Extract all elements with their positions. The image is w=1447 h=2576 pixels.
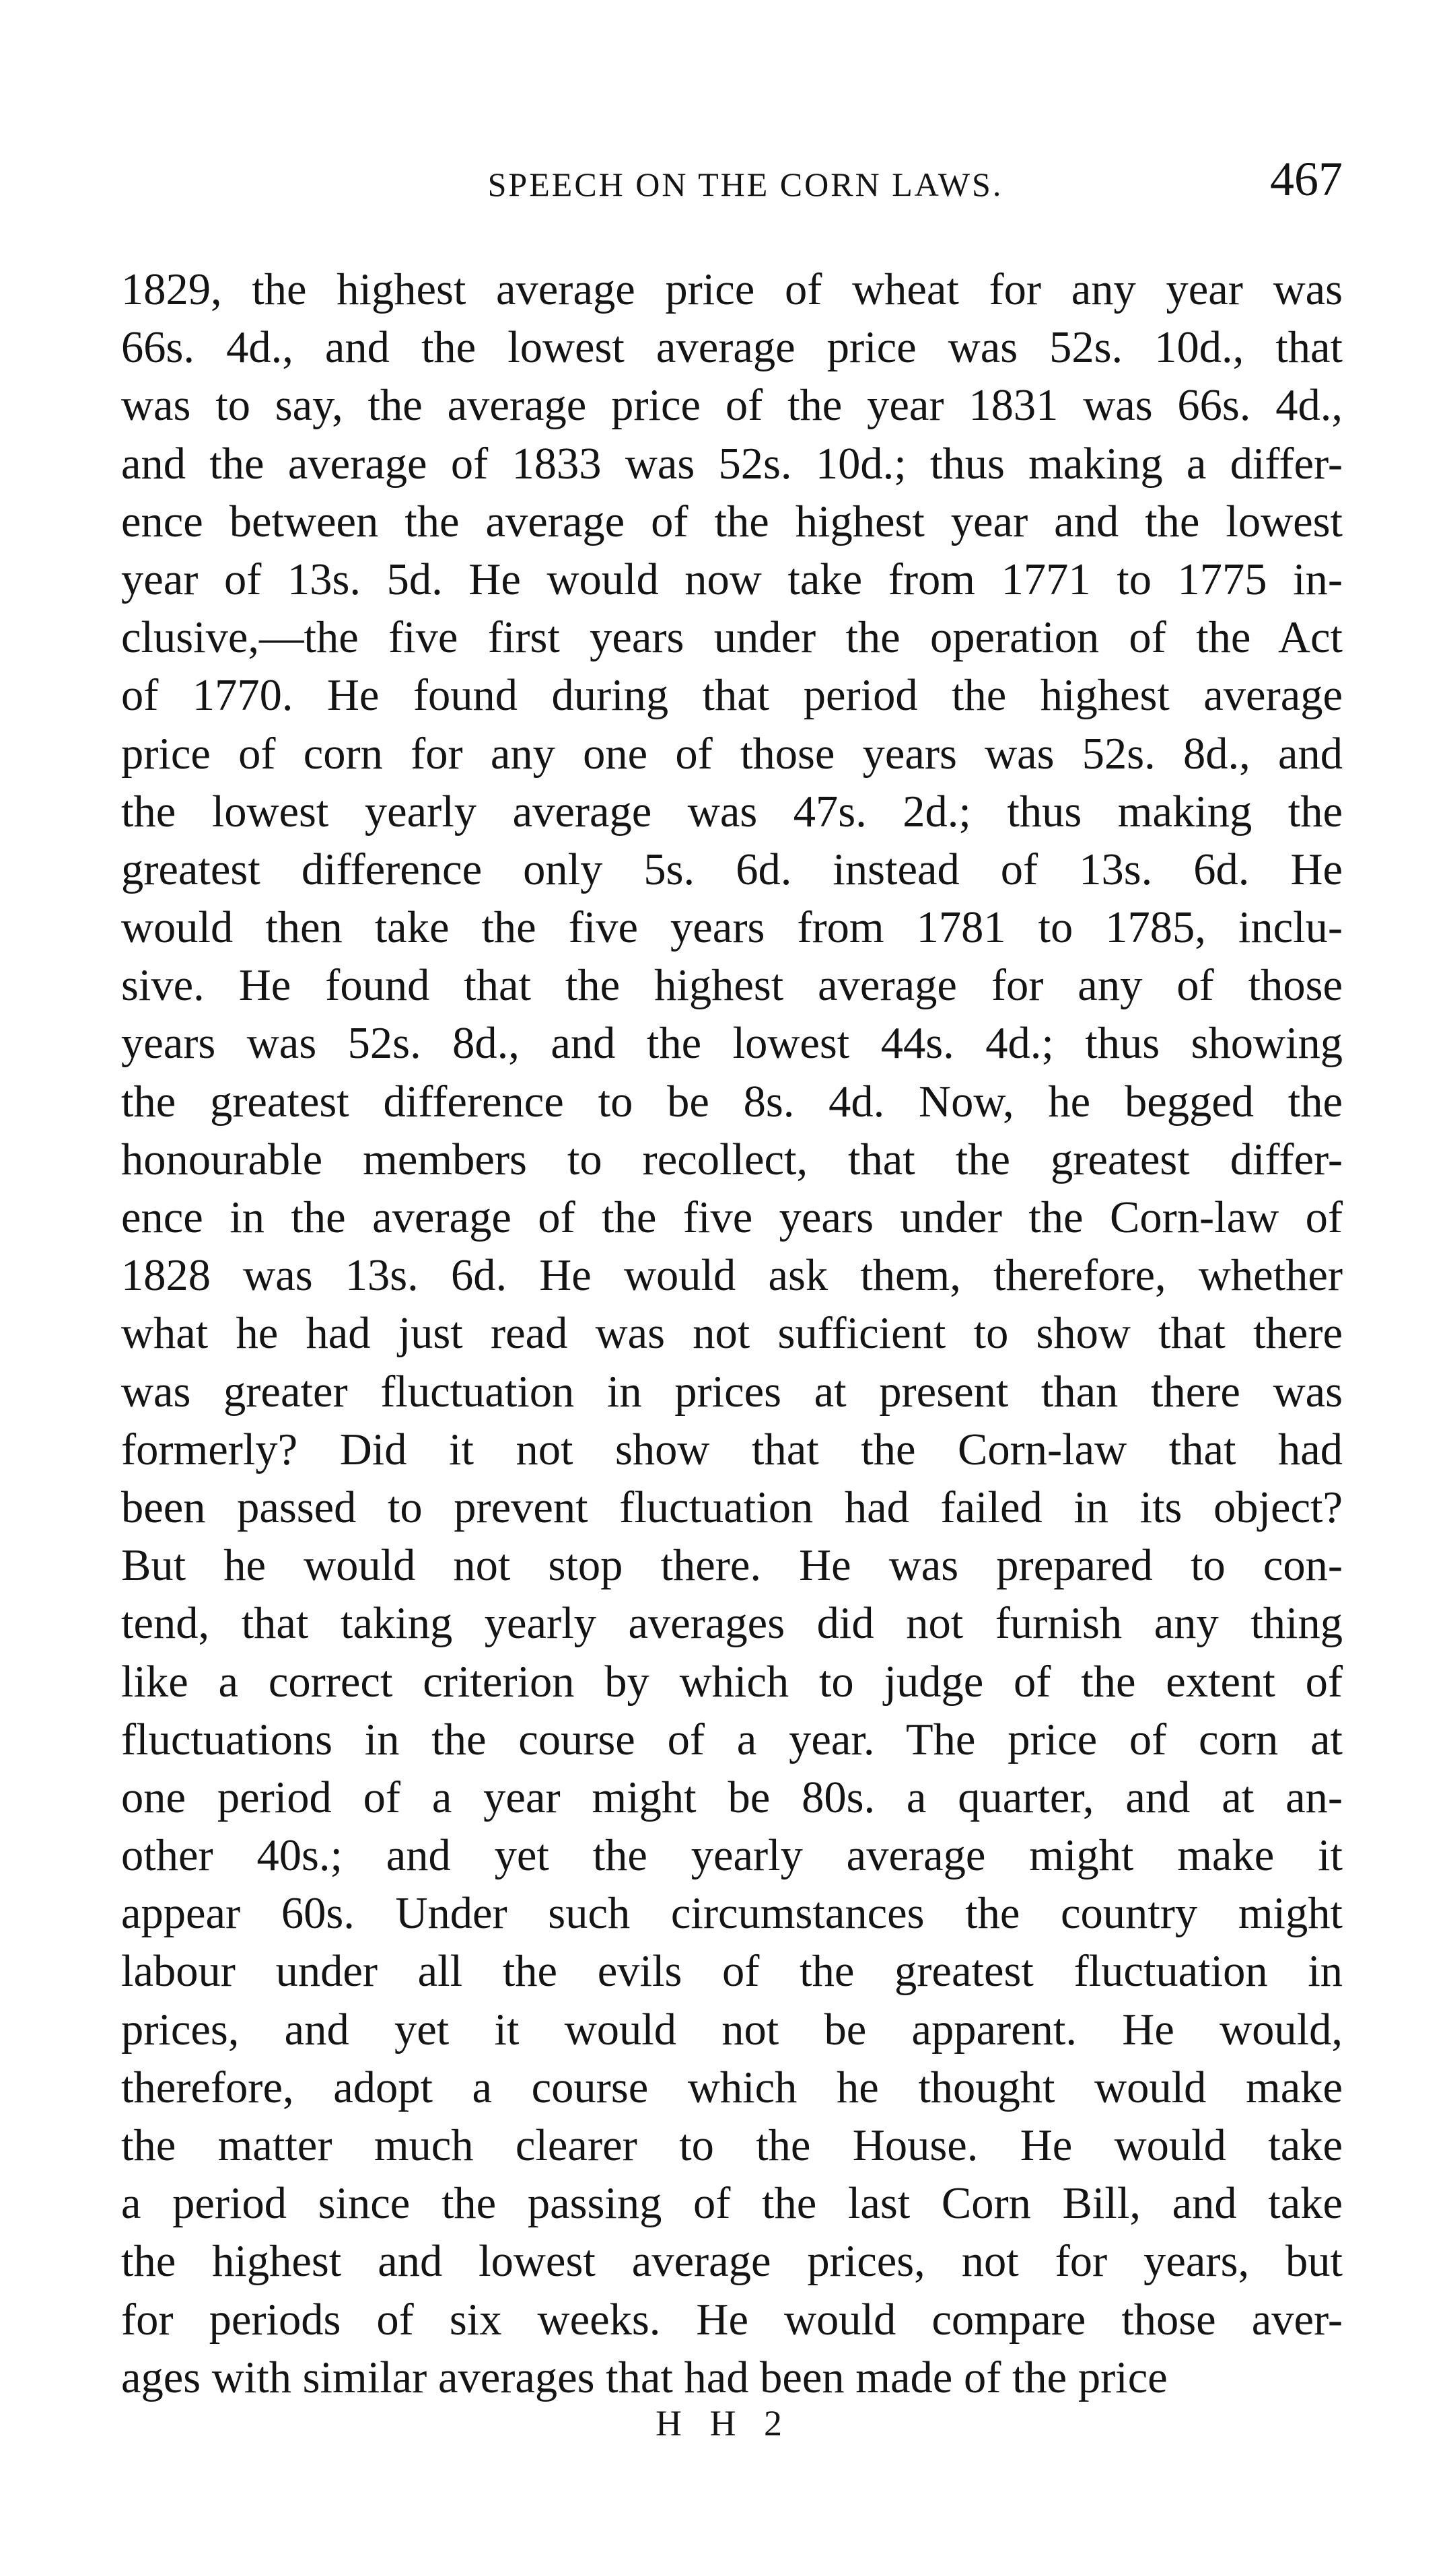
text-line: one period of a year might be 80s. a quarter, and at an- bbox=[121, 1773, 1343, 1822]
text-line: ages with similar averages that had been made of the price bbox=[121, 2353, 1168, 2402]
text-line: for periods of six weeks. He would compare those aver- bbox=[121, 2295, 1343, 2345]
body-text bbox=[121, 261, 1343, 2407]
text-line: and the average of 1833 was 52s. 10d.; thus making a differ- bbox=[121, 439, 1343, 489]
text-line: year of 13s. 5d. He would now take from 1771 to 1775 in- bbox=[121, 554, 1343, 604]
running-title: SPEECH ON THE CORN LAWS. bbox=[487, 166, 1003, 203]
text-line: formerly? Did it not show that the Corn-law that had bbox=[121, 1425, 1343, 1474]
text-line: the matter much clearer to the House. He would take bbox=[121, 2121, 1343, 2170]
text-line: a period since the passing of the last Corn Bill, and take bbox=[121, 2179, 1343, 2229]
text-line: greatest difference only 5s. 6d. instead of 13s. 6d. He bbox=[121, 845, 1343, 894]
text-line: 66s. 4d., and the lowest average price was 52s. 10d., that bbox=[121, 323, 1343, 373]
text-line: was greater fluctuation in prices at present than there was bbox=[121, 1367, 1343, 1417]
text-line: been passed to prevent fluctuation had failed in its object? bbox=[121, 1482, 1343, 1532]
text-line: was to say, the average price of the year 1831 was 66s. 4d., bbox=[121, 381, 1343, 431]
text-line: like a correct criterion by which to judge of the extent of bbox=[121, 1657, 1343, 1707]
running-head bbox=[121, 152, 1343, 213]
text-line: 1828 was 13s. 6d. He would ask them, therefore, whether bbox=[121, 1251, 1343, 1301]
signature-mark: H H 2 bbox=[656, 2403, 791, 2443]
text-line: prices, and yet it would not be apparent. He would, bbox=[121, 2005, 1343, 2054]
text-line: what he had just read was not sufficient to show that there bbox=[121, 1309, 1343, 1359]
text-line: labour under all the evils of the greatest fluctuation in bbox=[121, 1947, 1343, 1997]
text-line: appear 60s. Under such circumstances the country might bbox=[121, 1889, 1343, 1939]
text-line: sive. He found that the highest average for any of those bbox=[121, 961, 1343, 1011]
text-line: ence between the average of the highest year and the lowest bbox=[121, 497, 1343, 546]
text-line: honourable members to recollect, that the greatest differ- bbox=[121, 1135, 1343, 1184]
page-number: 467 bbox=[1270, 152, 1343, 206]
text-line: years was 52s. 8d., and the lowest 44s. 4d.; thus showing bbox=[121, 1019, 1343, 1069]
text-line: of 1770. He found during that period the highest average bbox=[121, 671, 1343, 721]
text-line: the lowest yearly average was 47s. 2d.; thus making the bbox=[121, 787, 1343, 836]
text-line: therefore, adopt a course which he thought would make bbox=[121, 2063, 1343, 2112]
text-line: 1829, the highest average price of wheat for any year was bbox=[121, 265, 1343, 314]
text-line: But he would not stop there. He was prepared to con- bbox=[121, 1541, 1343, 1591]
text-line: other 40s.; and yet the yearly average might make it bbox=[121, 1831, 1343, 1881]
text-line: clusive,—the five first years under the operation of the Act bbox=[121, 613, 1343, 663]
text-line: the highest and lowest average prices, not for years, but bbox=[121, 2237, 1343, 2287]
text-line: the greatest difference to be 8s. 4d. Now, he begged the bbox=[121, 1077, 1343, 1126]
text-line: ence in the average of the five years under the Corn-law of bbox=[121, 1193, 1343, 1242]
text-line: fluctuations in the course of a year. The price of corn at bbox=[121, 1715, 1343, 1764]
text-line: price of corn for any one of those years was 52s. 8d., and bbox=[121, 729, 1343, 779]
text-line: tend, that taking yearly averages did not furnish any thing bbox=[121, 1599, 1343, 1649]
text-line: would then take the five years from 1781 to 1785, inclu- bbox=[121, 903, 1343, 953]
